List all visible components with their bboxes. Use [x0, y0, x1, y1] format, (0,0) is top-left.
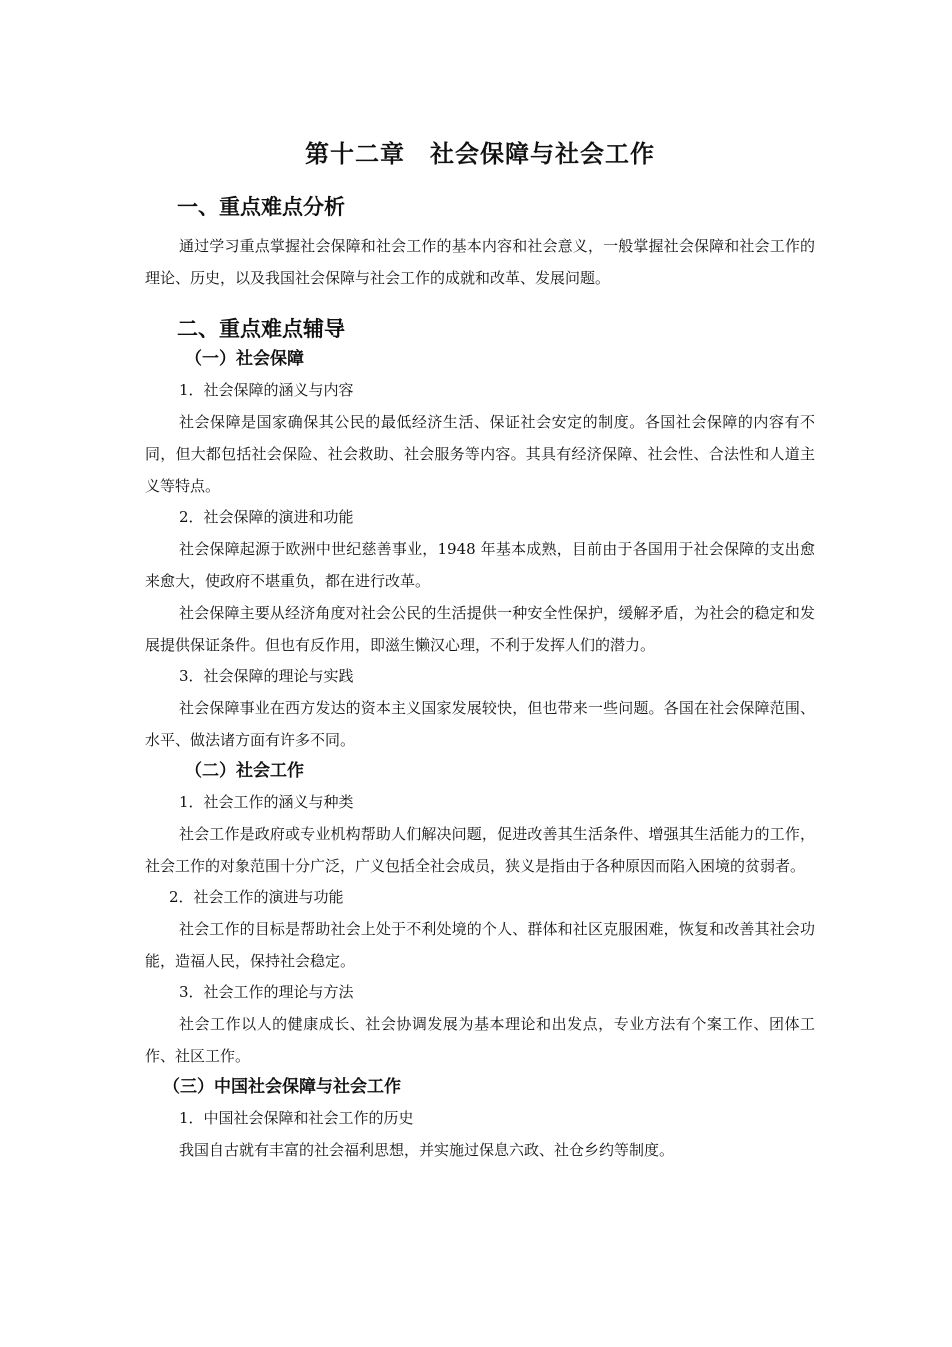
paragraph: 社会保障主要从经济角度对社会公民的生活提供一种安全性保护，缓解矛盾，为社会的稳定和发展提供保证条件。但也有反作用，即滋生懒汉心理，不利于发挥人们的潜力。	[145, 604, 815, 654]
chapter-title: 第十二章 社会保障与社会工作	[305, 139, 655, 168]
paragraph-analysis: 通过学习重点掌握社会保障和社会工作的基本内容和社会意义，一般掌握社会保障和社会工作的理论、历史，以及我国社会保障与社会工作的成就和改革、发展问题。	[145, 237, 815, 287]
paragraph: 我国自古就有丰富的社会福利思想，并实施过保息六政、社仓乡约等制度。	[179, 1141, 675, 1159]
section-heading-guidance: 二、重点难点辅导	[177, 316, 345, 341]
section-heading-analysis: 一、重点难点分析	[177, 194, 345, 219]
item-heading: 2．社会保障的演进和功能	[179, 508, 354, 526]
subsection-heading-social-work: （二）社会工作	[185, 761, 304, 781]
item-heading: 1．中国社会保障和社会工作的历史	[179, 1109, 414, 1127]
subsection-heading-social-security: （一）社会保障	[185, 349, 304, 369]
paragraph: 社会保障起源于欧洲中世纪慈善事业，1948 年基本成熟，目前由于各国用于社会保障的支出愈来愈大，使政府不堪重负，都在进行改革。	[145, 540, 815, 590]
subsection-heading-china: （三）中国社会保障与社会工作	[163, 1077, 401, 1097]
paragraph: 社会保障是国家确保其公民的最低经济生活、保证社会安定的制度。各国社会保障的内容有不同，但大都包括社会保险、社会救助、社会服务等内容。其具有经济保障、社会性、合法性和人道主义等特点。	[145, 413, 815, 495]
paragraph: 社会保障事业在西方发达的资本主义国家发展较快，但也带来一些问题。各国在社会保障范围、水平、做法诸方面有许多不同。	[145, 699, 815, 749]
paragraph: 社会工作的目标是帮助社会上处于不利处境的个人、群体和社区克服困难，恢复和改善其社会功能，造福人民，保持社会稳定。	[145, 920, 815, 970]
item-heading: 3．社会保障的理论与实践	[179, 667, 354, 685]
item-heading: 1．社会工作的涵义与种类	[179, 793, 354, 811]
item-heading: 3．社会工作的理论与方法	[179, 983, 354, 1001]
item-heading: 2．社会工作的演进与功能	[169, 888, 344, 906]
item-heading: 1．社会保障的涵义与内容	[179, 381, 354, 399]
document-page	[145, 136, 815, 1166]
paragraph: 社会工作是政府或专业机构帮助人们解决问题，促进改善其生活条件、增强其生活能力的工作，社会工作的对象范围十分广泛，广义包括全社会成员，狭义是指由于各种原因而陷入困境的贫弱者。	[145, 825, 815, 875]
paragraph: 社会工作以人的健康成长、社会协调发展为基本理论和出发点，专业方法有个案工作、团体工作、社区工作。	[145, 1015, 815, 1065]
